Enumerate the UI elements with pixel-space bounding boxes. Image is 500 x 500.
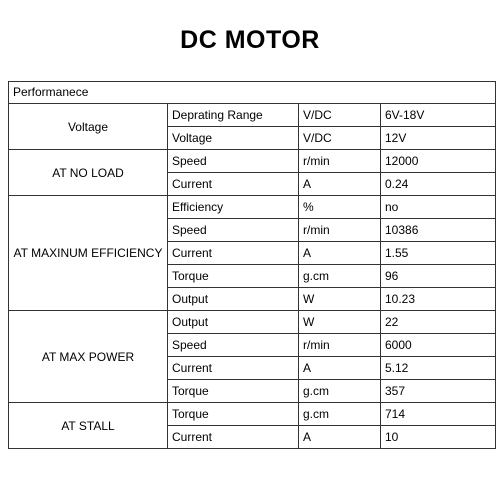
page-title: DC MOTOR [180, 26, 320, 54]
unit-cell: A [299, 173, 381, 196]
value-cell: no [381, 196, 496, 219]
value-cell: 357 [381, 380, 496, 403]
unit-cell: r/min [299, 150, 381, 173]
param-cell: Speed [168, 150, 299, 173]
param-cell: Voltage [168, 127, 299, 150]
unit-cell: g.cm [299, 265, 381, 288]
table-row [9, 104, 496, 127]
value-cell: 6V-18V [381, 104, 496, 127]
param-cell: Torque [168, 380, 299, 403]
param-cell: Torque [168, 265, 299, 288]
unit-cell: V/DC [299, 104, 381, 127]
param-cell: Current [168, 426, 299, 449]
unit-cell: A [299, 357, 381, 380]
value-cell: 22 [381, 311, 496, 334]
param-cell: Current [168, 173, 299, 196]
table-row [9, 150, 496, 173]
param-cell: Efficiency [168, 196, 299, 219]
value-cell: 6000 [381, 334, 496, 357]
param-cell: Speed [168, 219, 299, 242]
unit-cell: W [299, 311, 381, 334]
value-cell: 0.24 [381, 173, 496, 196]
value-cell: 12V [381, 127, 496, 150]
unit-cell: g.cm [299, 403, 381, 426]
param-cell: Torque [168, 403, 299, 426]
value-cell: 96 [381, 265, 496, 288]
param-cell: Deprating Range [168, 104, 299, 127]
value-cell: 714 [381, 403, 496, 426]
group-label: AT NO LOAD [9, 150, 168, 196]
value-cell: 1.55 [381, 242, 496, 265]
group-label: AT MAX POWER [9, 311, 168, 403]
value-cell: 12000 [381, 150, 496, 173]
unit-cell: A [299, 242, 381, 265]
group-label: AT STALL [9, 403, 168, 449]
unit-cell: g.cm [299, 380, 381, 403]
table-row [9, 403, 496, 426]
unit-cell: V/DC [299, 127, 381, 150]
value-cell: 10.23 [381, 288, 496, 311]
value-cell: 10386 [381, 219, 496, 242]
performance-table [8, 81, 496, 449]
table-row [9, 311, 496, 334]
unit-cell: A [299, 426, 381, 449]
unit-cell: r/min [299, 334, 381, 357]
param-cell: Output [168, 288, 299, 311]
param-cell: Speed [168, 334, 299, 357]
unit-cell: r/min [299, 219, 381, 242]
table-row [9, 196, 496, 219]
table-header: Performanece [9, 82, 496, 104]
param-cell: Output [168, 311, 299, 334]
unit-cell: % [299, 196, 381, 219]
unit-cell: W [299, 288, 381, 311]
table-header-row [9, 82, 496, 104]
group-label: AT MAXINUM EFFICIENCY [9, 196, 168, 311]
value-cell: 10 [381, 426, 496, 449]
value-cell: 5.12 [381, 357, 496, 380]
param-cell: Current [168, 242, 299, 265]
group-label: Voltage [9, 104, 168, 150]
param-cell: Current [168, 357, 299, 380]
